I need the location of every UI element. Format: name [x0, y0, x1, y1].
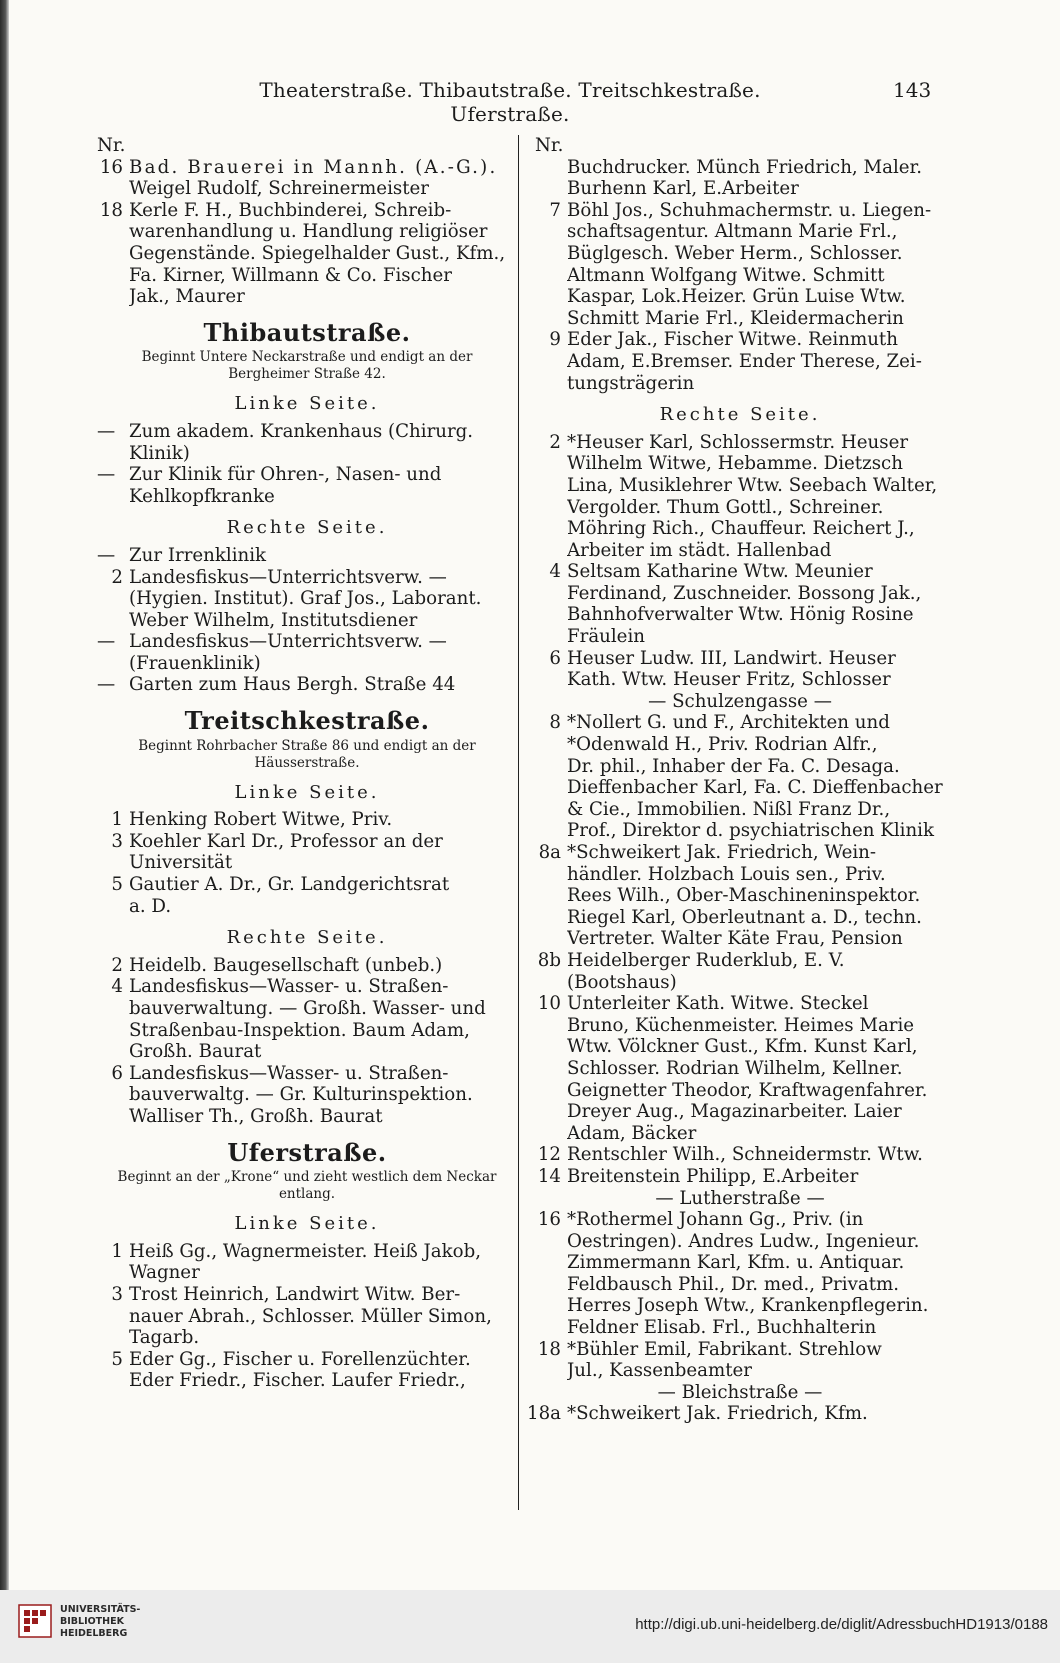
entry-line: Dreyer Aug., Magazinarbeiter. Laier [567, 1101, 902, 1123]
entry-18 [535, 1339, 945, 1382]
side-heading-left: Linke Seite. [234, 1213, 380, 1235]
house-number: 10 [537, 993, 561, 1015]
entry-line: Henking Robert Witwe, Priv. [129, 809, 393, 831]
entry-line: Großh. Baurat [129, 1041, 262, 1063]
entry-line: Seltsam Katharine Wtw. Meunier [567, 561, 873, 583]
entry-18a [527, 1403, 945, 1425]
entry-line: tungsträgerin [567, 372, 695, 394]
entry-line: Gautier A. Dr., Gr. Landgerichtsrat [129, 874, 450, 896]
entry-8a [535, 842, 945, 950]
entry-dash [97, 631, 517, 674]
side-heading-left: Linke Seite. [234, 781, 380, 803]
entry-text [129, 874, 517, 917]
entry-line: Breitenstein Philipp, E.Arbeiter [567, 1165, 859, 1187]
entry-line: Dieffenbacher Karl, Fa. C. Dieffenbacher [567, 777, 943, 799]
house-number: 18a [527, 1403, 561, 1425]
entry-text [567, 1403, 945, 1425]
entry-6 [535, 648, 945, 691]
entry-line: Jak., Maurer [129, 286, 245, 308]
entry-line: *Schweikert Jak. Friedrich, Wein- [567, 842, 877, 863]
entry-line: *Rothermel Johann Gg., Priv. (in [567, 1209, 864, 1231]
entry-line: Garten zum Haus Bergh. Straße 44 [129, 674, 456, 696]
dash-marker: — [97, 420, 116, 442]
entry-line: Lina, Musiklehrer Wtw. Seebach Walter, [567, 474, 938, 496]
entry-line: bauverwaltg. — Gr. Kulturinspektion. [129, 1084, 473, 1106]
entry-text [567, 712, 945, 842]
entry-line: Gegenstände. Spiegelhalder Gust., Kfm., [129, 242, 506, 264]
entry-2 [97, 955, 517, 977]
entry-line: nauer Abrah., Schlosser. Müller Simon, [129, 1305, 492, 1327]
entry-line: Ferdinand, Zuschneider. Bossong Jak., [567, 582, 922, 604]
house-number: 6 [549, 647, 561, 669]
entry-line: *Nollert G. und F., Architekten und [567, 712, 890, 734]
house-number: 9 [549, 329, 561, 351]
entry-line: Heuser Ludw. III, Landwirt. Heuser [567, 647, 896, 669]
house-number: 3 [111, 1283, 123, 1305]
entry-4 [535, 561, 945, 647]
entry-3 [97, 831, 517, 874]
entry-line: Bruno, Küchenmeister. Heimes Marie [567, 1014, 915, 1036]
entry-line: Zur Klinik für Ohren-, Nasen- und [129, 464, 442, 486]
entry-line: *Schweikert Jak. Friedrich, Kfm. [567, 1403, 868, 1425]
entry-text [129, 464, 517, 507]
running-head: Theaterstraße. Thibautstraße. Treitschkestraße. Uferstraße. [259, 78, 761, 126]
entry-line: bauverwaltung. — Großh. Wasser- und [129, 998, 486, 1019]
side-heading-right: Rechte Seite. [659, 404, 821, 426]
entry-7 [535, 200, 945, 330]
entry-line: Unterleiter Kath. Witwe. Steckel [567, 993, 869, 1015]
cross-street-lutherstrasse: — Lutherstraße — [655, 1187, 825, 1209]
page-number: 143 [893, 78, 932, 102]
dash-marker: — [97, 631, 116, 653]
entry-line: Heidelb. Baugesellschaft (unbeb.) [129, 954, 443, 976]
entry-16 [535, 1209, 945, 1339]
entry-text [567, 648, 945, 691]
entry-line: Oestringen). Andres Ludw., Ingenieur. [567, 1230, 920, 1252]
house-number: 18 [99, 199, 123, 221]
house-number: 2 [111, 566, 123, 588]
entry-line: Zum akadem. Krankenhaus (Chirurg. [129, 420, 474, 442]
library-name-line: BIBLIOTHEK [60, 1616, 124, 1627]
house-number: 5 [111, 874, 123, 896]
entry-line: Rentschler Wilh., Schneidermstr. Wtw. [567, 1144, 923, 1166]
entry-text [567, 329, 945, 394]
book-edge-shadow [0, 0, 9, 1590]
house-number: 7 [549, 199, 561, 221]
library-name-line: HEIDELBERG [60, 1628, 128, 1639]
entry-line: Weigel Rudolf, Schreinermeister [129, 178, 429, 200]
street-description: Beginnt Untere Neckarstraße und endigt an der Bergheimer Straße 42. [141, 349, 473, 383]
library-name-line: UNIVERSITÄTS- [60, 1604, 141, 1615]
entry-text [129, 545, 517, 567]
entry-text [129, 976, 517, 1062]
house-number: 16 [537, 1209, 561, 1231]
entry-line: Feldbausch Phil., Dr. med., Privatm. [567, 1273, 900, 1295]
entry-line: Dr. phil., Inhaber der Fa. C. Desaga. [567, 755, 900, 777]
entry-dash [97, 464, 517, 507]
dash-marker: — [97, 674, 116, 696]
side-heading-right: Rechte Seite. [226, 927, 388, 949]
house-number: 16 [99, 156, 123, 178]
entry-line: Koehler Karl Dr., Professor an der [129, 830, 443, 852]
entry-line: Altmann Wolfgang Witwe. Schmitt [567, 264, 885, 286]
entry-text [567, 432, 945, 562]
entry-text [567, 842, 945, 950]
entry-text [567, 1339, 945, 1382]
entry-line: Geignetter Theodor, Kraftwagenfahrer. [567, 1079, 928, 1101]
continuation-text [535, 157, 945, 200]
entry-text [567, 950, 945, 993]
house-number: 2 [549, 431, 561, 453]
entry-line: Kerle F. H., Buchbinderei, Schreib- [129, 199, 452, 221]
entry-line: Kehlkopfkranke [129, 485, 275, 507]
entry-line: Universität [129, 852, 233, 874]
entry-6 [97, 1063, 517, 1128]
entry-line: Zimmermann Karl, Kfm. u. Antiquar. [567, 1252, 905, 1274]
house-number: 18 [537, 1338, 561, 1360]
entry-line: händler. Holzbach Louis sen., Priv. [567, 863, 886, 885]
entry-9 [535, 329, 945, 394]
nr-label: Nr. [97, 135, 126, 156]
entry-text [129, 421, 517, 464]
entry-line: Kath. Wtw. Heuser Fritz, Schlosser [567, 669, 891, 691]
entry-dash [97, 421, 517, 464]
entry-line: Eder Friedr., Fischer. Laufer Friedr., [129, 1370, 466, 1392]
street-description: Beginnt an der „Krone“ und zieht westlich dem Neckar entlang. [117, 1169, 497, 1203]
entry-16 [97, 157, 517, 200]
entry-line: (Frauenklinik) [129, 652, 261, 674]
entry-text [129, 831, 517, 874]
entry-line: Bahnhofverwalter Wtw. Hönig Rosine [567, 604, 914, 626]
library-name [60, 1604, 140, 1640]
house-number: 4 [549, 561, 561, 583]
entry-line: Landesfiskus—Unterrichtsverw. — [129, 566, 447, 588]
house-number: 8b [537, 949, 561, 971]
house-number: 14 [537, 1165, 561, 1187]
entry-line: (Bootshaus) [567, 971, 677, 993]
house-number: 6 [111, 1062, 123, 1084]
entry-text [567, 1144, 945, 1166]
entry-line: *Odenwald H., Priv. Rodrian Alfr., [567, 734, 878, 756]
entry-line: Adam, Bäcker [567, 1122, 697, 1144]
entry-line: Tagarb. [129, 1327, 200, 1349]
entry-line: Weber Wilhelm, Institutsdiener [129, 609, 418, 631]
entry-line: Vertreter. Walter Käte Frau, Pension [567, 928, 903, 950]
left-column [97, 135, 517, 1392]
entry-text [129, 674, 517, 696]
house-number: 3 [111, 830, 123, 852]
entry-dash [97, 674, 517, 696]
cross-street-bleichstrasse: — Bleichstraße — [657, 1381, 823, 1403]
entry-text [567, 1209, 945, 1339]
entry-line: Heiß Gg., Wagnermeister. Heiß Jakob, [129, 1240, 482, 1262]
library-footer [0, 1590, 1060, 1663]
entry-line: *Bühler Emil, Fabrikant. Strehlow [567, 1338, 882, 1360]
library-logo-icon [18, 1604, 52, 1638]
entry-text [129, 1241, 517, 1284]
entry-12 [535, 1144, 945, 1166]
entry-14 [535, 1166, 945, 1188]
entry-line: Riegel Karl, Oberleutnant a. D., techn. [567, 906, 922, 928]
house-number: 12 [537, 1144, 561, 1166]
entry-line: Büglgesch. Weber Herm., Schlosser. [567, 242, 903, 264]
entry-8b [535, 950, 945, 993]
entry-text [129, 1349, 517, 1392]
entry-text [129, 809, 517, 831]
entry-2 [535, 432, 945, 562]
entry-line: Arbeiter im städt. Hallenbad [567, 539, 832, 561]
entry-8 [535, 712, 945, 842]
entry-text [129, 631, 517, 674]
entry-text [129, 1284, 517, 1349]
entry-line: Möhring Rich., Chauffeur. Reichert J., [567, 518, 915, 540]
entry-text [129, 567, 517, 632]
entry-3 [97, 1284, 517, 1349]
entry-4 [97, 976, 517, 1062]
entry-line: Wagner [129, 1262, 200, 1284]
entry-text [129, 955, 517, 977]
entry-line: Bad. Brauerei in Mannh. (A.-G.). [129, 156, 498, 178]
entry-line: Landesfiskus—Wasser- u. Straßen- [129, 1062, 449, 1084]
entry-10 [535, 993, 945, 1144]
side-heading-left: Linke Seite. [234, 393, 380, 415]
entry-1 [97, 809, 517, 831]
entry-line: Fa. Kirner, Willmann & Co. Fischer [129, 264, 452, 286]
dash-marker: — [97, 544, 116, 566]
entry-line: Heidelberger Ruderklub, E. V. [567, 949, 845, 971]
entry-line: Herres Joseph Wtw., Krankenpflegerin. [567, 1295, 929, 1317]
cross-street-schulzengasse: — Schulzengasse — [648, 690, 832, 712]
house-number: 8 [549, 712, 561, 734]
column-divider [518, 135, 519, 1510]
entry-line: Straßenbau-Inspektion. Baum Adam, [129, 1019, 470, 1041]
entry-line: Adam, E.Bremser. Ender Therese, Zei- [567, 350, 922, 372]
house-number: 4 [111, 976, 123, 998]
entry-line: Landesfiskus—Wasser- u. Straßen- [129, 976, 449, 998]
entry-1 [97, 1241, 517, 1284]
house-number: 1 [111, 809, 123, 831]
entry-line: Wilhelm Witwe, Hebamme. Dietzsch [567, 453, 903, 475]
entry-line: *Heuser Karl, Schlossermstr. Heuser [567, 431, 909, 453]
dash-marker: — [97, 464, 116, 486]
entry-line: warenhandlung u. Handlung religiöser [129, 221, 488, 243]
house-number: 8a [538, 842, 561, 863]
house-number: 2 [111, 954, 123, 976]
entry-5 [97, 1349, 517, 1392]
entry-line: Prof., Direktor d. psychiatrischen Klinik [567, 820, 935, 842]
entry-text [567, 1166, 945, 1188]
entry-line: Buchdrucker. Münch Friedrich, Maler. [567, 156, 923, 178]
house-number: 1 [111, 1240, 123, 1262]
entry-line: Fräulein [567, 626, 645, 648]
entry-text [129, 200, 517, 308]
entry-line: & Cie., Immobilien. Nißl Franz Dr., [567, 798, 891, 820]
entry-line: Böhl Jos., Schuhmachermstr. u. Liegen- [567, 199, 932, 221]
entry-18 [97, 200, 517, 308]
entry-line: schaftsagentur. Altmann Marie Frl., [567, 221, 898, 243]
entry-line: (Hygien. Institut). Graf Jos., Laborant. [129, 588, 482, 610]
entry-line: Schlosser. Rodrian Wilhelm, Kellner. [567, 1057, 903, 1079]
house-number: 5 [111, 1348, 123, 1370]
street-title-uferstrasse: Uferstraße. [227, 1137, 387, 1167]
entry-line: Zur Irrenklinik [129, 544, 267, 566]
entry-5 [97, 874, 517, 917]
entry-text [567, 200, 945, 330]
entry-line: Eder Jak., Fischer Witwe. Reinmuth [567, 329, 898, 351]
right-column [527, 135, 945, 1425]
entry-line: Schmitt Marie Frl., Kleidermacherin [567, 307, 904, 329]
side-heading-right: Rechte Seite. [226, 517, 388, 539]
entry-line: Walliser Th., Großh. Baurat [129, 1105, 383, 1127]
entry-line: Feldner Elisab. Frl., Buchhalterin [567, 1317, 877, 1339]
source-url-link[interactable]: http://digi.ub.uni-heidelberg.de/diglit/AdressbuchHD1913/0188 [635, 1616, 1048, 1633]
street-description: Beginnt Rohrbacher Straße 86 und endigt an der Häusserstraße. [138, 737, 476, 771]
entry-text [567, 561, 945, 647]
street-title-treitschkestrasse: Treitschkestraße. [184, 706, 430, 736]
street-title-thibautstrasse: Thibautstraße. [203, 317, 411, 347]
entry-line: Vergolder. Thum Gottl., Schreiner. [567, 496, 884, 518]
entry-line: Rees Wilh., Ober-Maschineninspektor. [567, 885, 921, 907]
entry-text [129, 1063, 517, 1128]
entry-line: Jul., Kassenbeamter [567, 1360, 753, 1382]
entry-2 [97, 567, 517, 632]
entry-line: Burhenn Karl, E.Arbeiter [567, 178, 799, 200]
entry-line: Landesfiskus—Unterrichtsverw. — [129, 631, 447, 653]
entry-line: Kaspar, Lok.Heizer. Grün Luise Wtw. [567, 286, 906, 308]
entry-dash [97, 545, 517, 567]
entry-line: a. D. [129, 895, 172, 917]
entry-line: Wtw. Völckner Gust., Kfm. Kunst Karl, [567, 1036, 918, 1058]
entry-line: Eder Gg., Fischer u. Forellenzüchter. [129, 1348, 471, 1370]
entry-text [129, 157, 517, 200]
nr-label: Nr. [535, 135, 564, 156]
entry-text [567, 993, 945, 1144]
entry-line: Trost Heinrich, Landwirt Witw. Ber- [129, 1283, 461, 1305]
entry-line: Klinik) [129, 442, 190, 464]
